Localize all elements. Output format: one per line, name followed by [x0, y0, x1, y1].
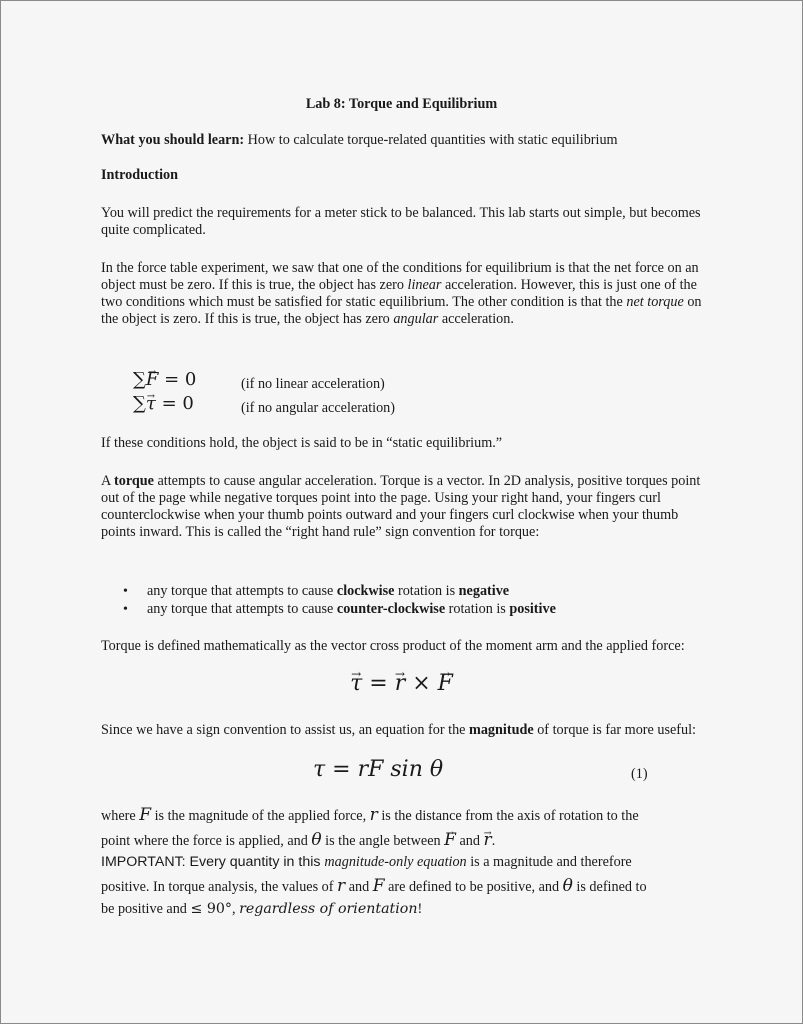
torque-definition-paragraph — [101, 473, 711, 541]
bullet-item — [147, 583, 509, 600]
where-text: ! — [417, 901, 423, 917]
where-text: , — [232, 901, 240, 917]
r-vector-symbol: → r — [395, 675, 406, 692]
bullet-bold: negative — [458, 583, 510, 599]
angle-limit: ≤ 90° — [190, 901, 232, 917]
important-text: is a magnitude and therefore — [466, 854, 632, 870]
where-line-5 — [101, 901, 422, 918]
torque-vector-symbol: → τ — [350, 675, 362, 692]
para4-text-a: A — [101, 473, 115, 489]
para2-text-d: acceleration. — [438, 311, 514, 327]
net-torque-emphasis: net torque — [626, 294, 684, 310]
r-symbol: r — [369, 805, 378, 825]
bullet-text: any torque that attempts to cause — [147, 583, 337, 599]
introduction-heading: Introduction — [101, 167, 178, 183]
force-vector-symbol: → F — [444, 832, 456, 849]
intro-paragraph-1: You will predict the requirements for a meter stick to be balanced. This lab starts out simple, but becomes quite complicated. — [101, 205, 701, 238]
force-equilibrium-equation: ∑→ F = 0 — [133, 371, 196, 388]
bullet-dot-icon: • — [123, 584, 128, 599]
angular-emphasis: angular — [393, 311, 439, 327]
important-text: : Every quantity in this — [181, 854, 325, 870]
para4-text-b: attempts to cause angular acceleration. Torque is a vector. In 2D analysis, positive torques point out of the page while negative torques point into the page. Using your right hand, your fingers curl counterclockwise when your thumb points outward and your fingers curl clockwise when your thumb points inward. This is called the “right hand rule” sign convention for torque: — [101, 473, 701, 540]
bullet-bold: clockwise — [336, 583, 395, 599]
bullet-dot-icon: • — [123, 602, 128, 617]
magnitude-paragraph — [101, 722, 711, 739]
page-title: Lab 8: Torque and Equilibrium — [305, 96, 498, 112]
where-text: where — [101, 808, 140, 824]
r-symbol: r — [337, 876, 346, 896]
para2-text-b: acceleration. However, this is just one of the two conditions which must be satisfied for static equilibrium. The other condition is that the — [101, 277, 697, 310]
where-text: positive. In torque analysis, the values of — [101, 879, 338, 895]
para6-text-b: of torque is far more useful: — [533, 722, 696, 738]
torque-equilibrium-note: (if no angular acceleration) — [241, 400, 396, 416]
bullet-bold: counter-clockwise — [336, 601, 446, 617]
force-vector-symbol: → F — [438, 675, 453, 692]
theta-symbol: θ — [562, 876, 573, 896]
torque-vector-symbol: → τ — [146, 395, 156, 412]
learning-objective-label: What you should learn: — [101, 132, 245, 148]
magnitude-equation-text: τ = rF sin θ — [313, 757, 444, 782]
magnitude-bold: magnitude — [469, 722, 534, 738]
regardless-emphasis: regardless of orientation — [239, 901, 418, 917]
eq1-rhs: = 0 — [164, 369, 197, 390]
magnitude-equation — [313, 757, 444, 782]
where-text: and — [455, 833, 484, 849]
cross-product-paragraph: Torque is defined mathematically as the vector cross product of the moment arm and the applied force: — [101, 638, 685, 654]
where-text: is the magnitude of the applied force, — [151, 808, 370, 824]
where-line-4 — [101, 878, 647, 896]
where-text: and — [345, 879, 373, 895]
bullet-item — [147, 601, 556, 618]
learning-objective — [101, 132, 618, 149]
linear-emphasis: linear — [407, 277, 442, 293]
where-text: be positive and — [101, 901, 191, 917]
para2-text-a: In the force table experiment, we saw that one of the conditions for equilibrium is that the net force on an object must be zero. If this is true, the object has zero — [101, 260, 699, 293]
learning-objective-text: How to calculate torque-related quantities with static equilibrium — [247, 132, 618, 148]
para6-text-a: Since we have a sign convention to assist us, an equation for the — [101, 722, 470, 738]
eq2-rhs: = 0 — [161, 393, 194, 414]
important-label: IMPORTANT — [101, 854, 182, 870]
bullet-text: rotation is — [394, 583, 459, 599]
force-equilibrium-note: (if no linear acceleration) — [241, 376, 385, 392]
bullet-text: rotation is — [445, 601, 510, 617]
intro-paragraph-2 — [101, 260, 711, 328]
where-line-2: point where the force is applied, and θ is the angle between → F and → r. — [101, 832, 495, 850]
static-equilibrium-paragraph: If these conditions hold, the object is said to be in “static equilibrium.” — [101, 435, 503, 451]
cross-product-equation: → τ = → r × → F — [1, 675, 802, 692]
torque-bold: torque — [114, 473, 154, 489]
important-line — [101, 854, 632, 871]
magnitude-only-emphasis: magnitude-only equation — [324, 854, 467, 870]
r-vector-symbol: → r — [484, 832, 492, 849]
torque-equilibrium-equation: ∑→ τ = 0 — [133, 395, 194, 412]
where-text: is the distance from the axis of rotation to the — [377, 808, 639, 824]
where-text: is the angle between — [321, 833, 445, 849]
where-text: are defined to be positive, and — [384, 879, 563, 895]
bullet-text: any torque that attempts to cause — [147, 601, 337, 617]
where-text: point where the force is applied, and — [101, 833, 312, 849]
equation-number: (1) — [631, 766, 648, 782]
where-text: is defined to — [572, 879, 647, 895]
force-symbol: F — [139, 805, 152, 825]
force-vector-symbol: → F — [146, 371, 159, 388]
force-symbol: F — [372, 876, 385, 896]
bullet-bold: positive — [509, 601, 556, 617]
where-line-1 — [101, 807, 639, 825]
theta-symbol: θ — [311, 830, 322, 850]
para2-text-c: on the object is zero. If this is true, the object has zero — [101, 294, 702, 327]
